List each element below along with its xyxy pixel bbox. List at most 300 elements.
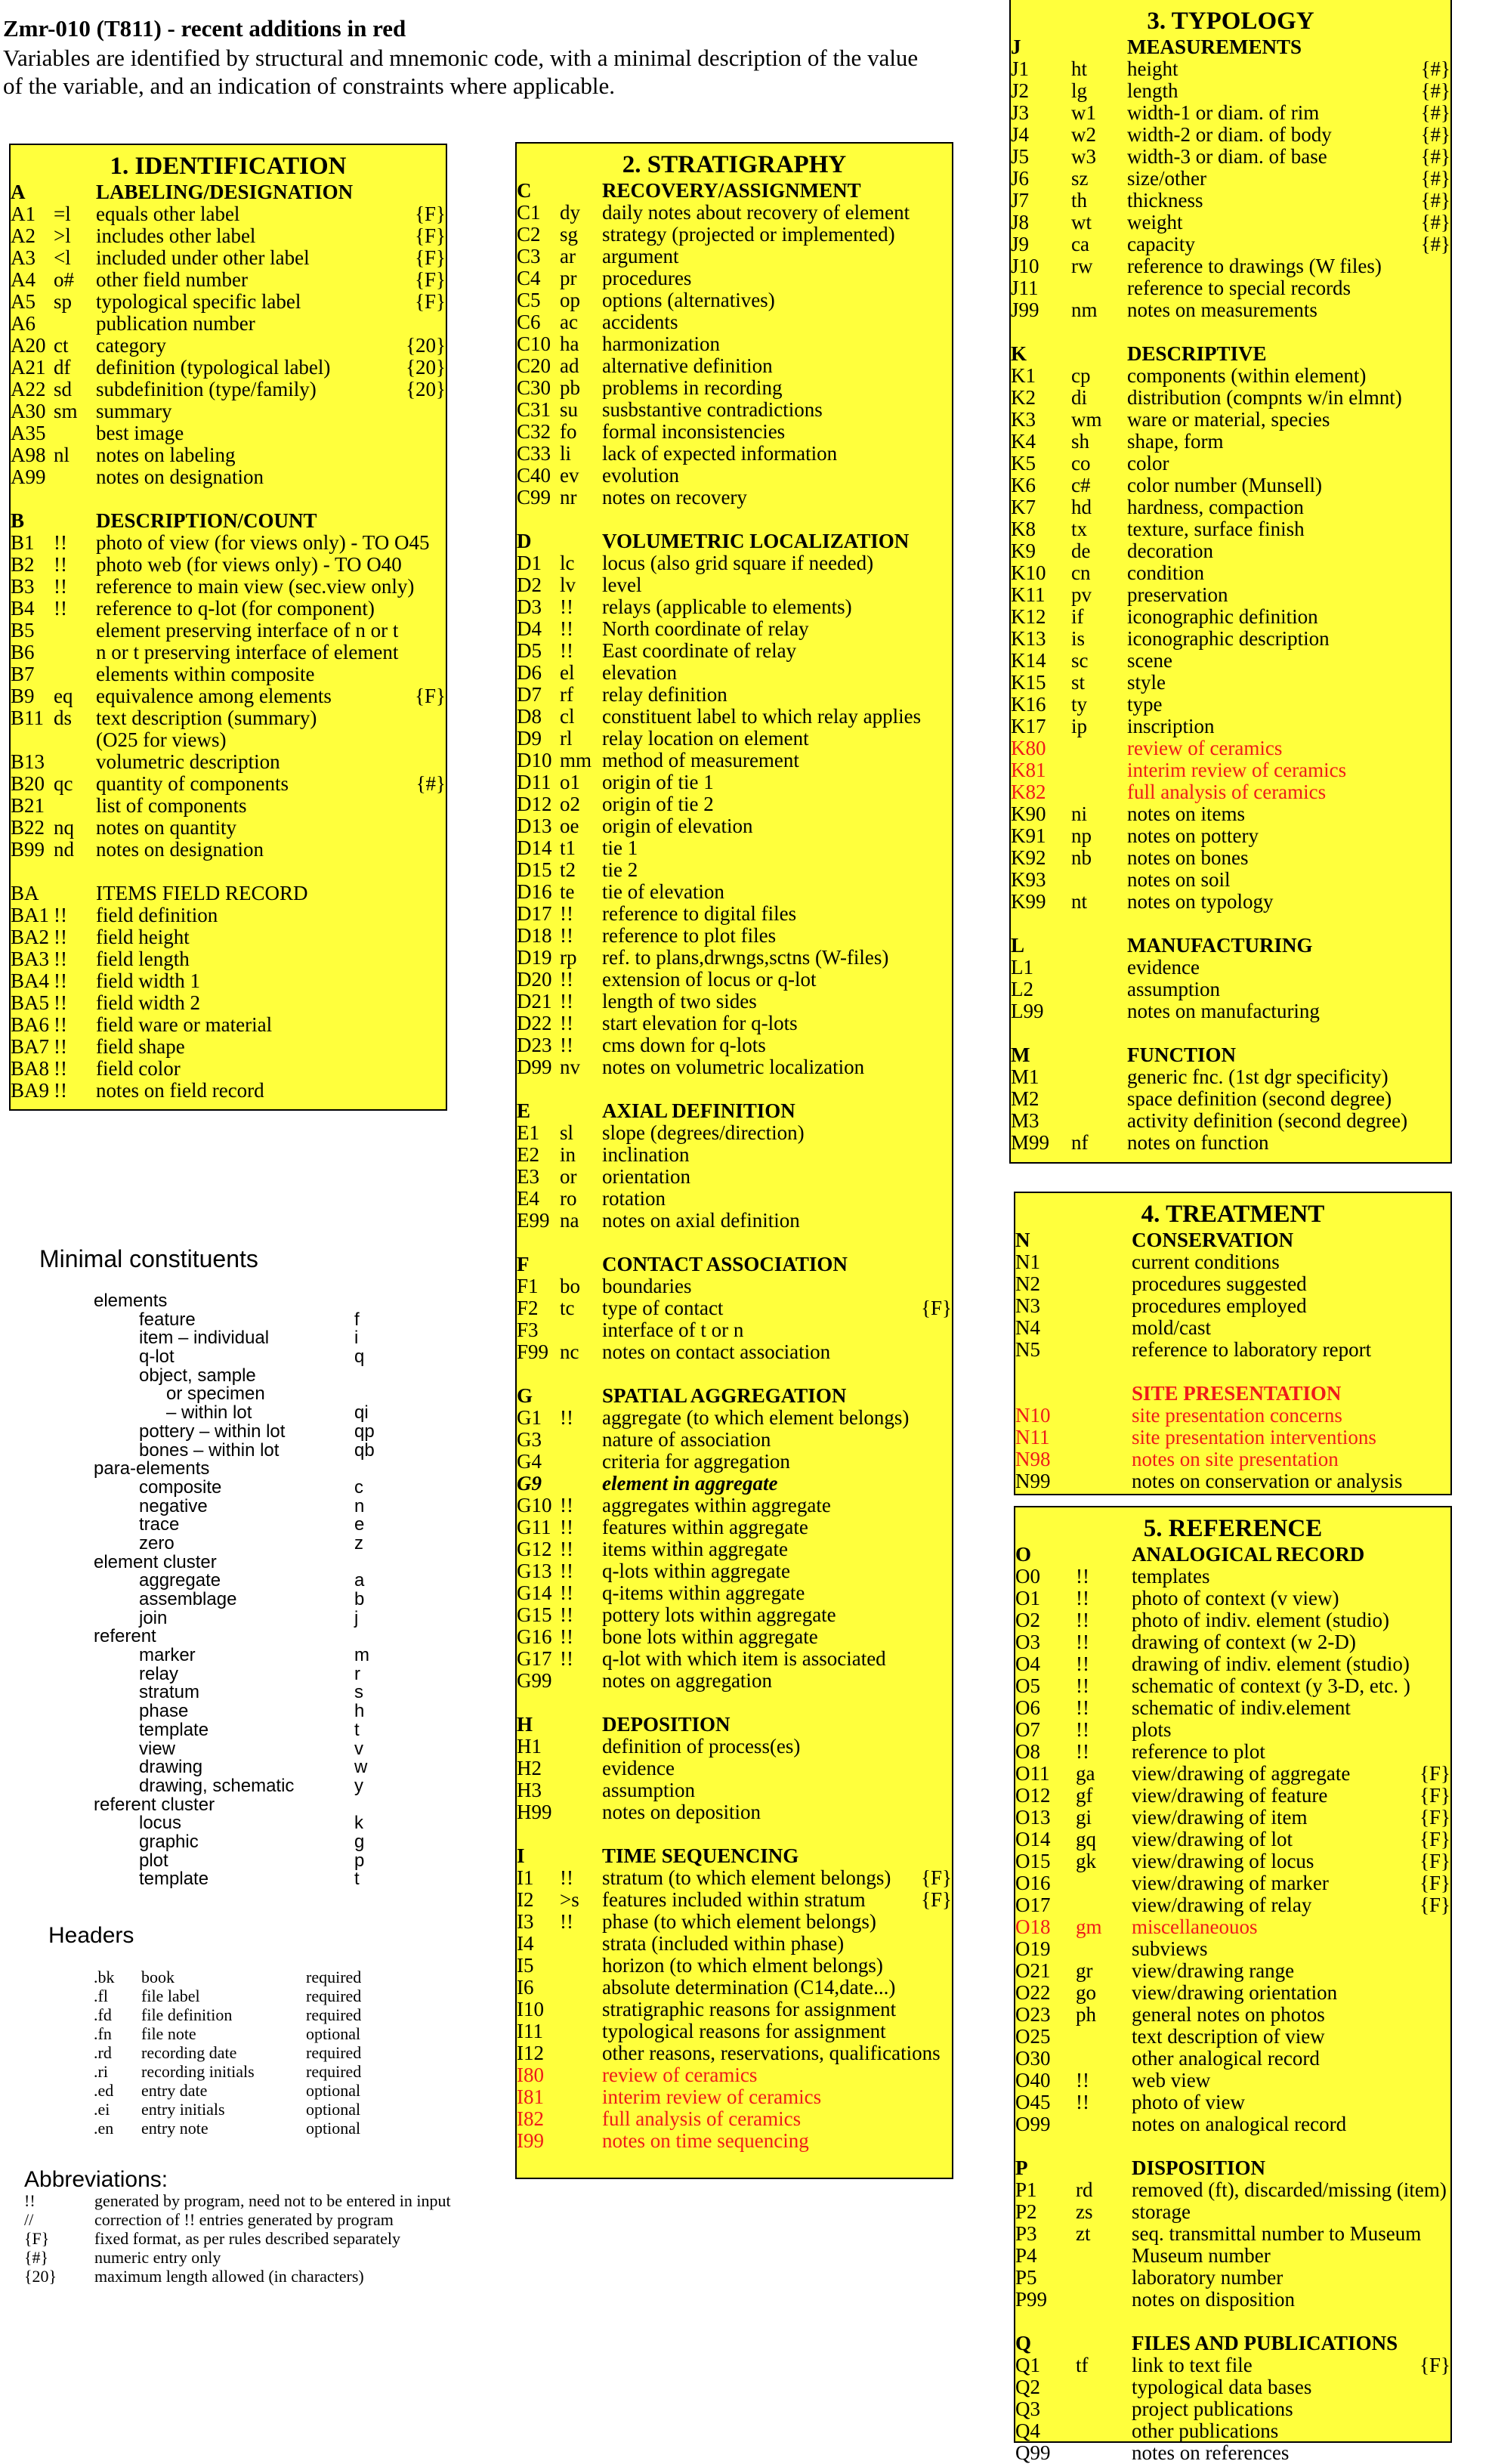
variable-constraint — [907, 1341, 952, 1363]
constituent-row — [94, 1870, 375, 1889]
variable-mnemonic: gr — [1076, 1959, 1093, 1982]
variable-description: photo of indiv. element (studio) — [1132, 1609, 1389, 1631]
variable-mnemonic: !! — [560, 1406, 573, 1429]
variable-mnemonic: rd — [1076, 2178, 1093, 2201]
variable-mnemonic — [560, 1670, 602, 1692]
variable-mnemonic: tc — [560, 1297, 575, 1319]
variable-code: D5 — [517, 639, 542, 662]
variable-description: field shape — [96, 1035, 185, 1058]
variable-code: C32 — [517, 420, 551, 443]
constituent-label: template — [139, 1719, 209, 1740]
stratigraphy-box — [515, 142, 953, 2179]
variable-mnemonic: zt — [1076, 2222, 1091, 2245]
constituent-label: elements — [94, 1291, 168, 1311]
variable-code: I12 — [517, 2042, 544, 2064]
variable-description: assumption — [1127, 978, 1221, 1000]
variable-code: K6 — [1011, 474, 1036, 496]
variable-mnemonic: qc — [54, 772, 73, 795]
variable-code: D10 — [517, 749, 552, 771]
variable-description: width-1 or diam. of rim — [1127, 101, 1320, 124]
variable-mnemonic — [560, 530, 602, 552]
variable-constraint: {F} — [415, 268, 446, 291]
constituent-code: t — [354, 1869, 360, 1890]
variable-description: q-lots within aggregate — [602, 1560, 790, 1582]
variable-description: lack of expected information — [602, 442, 838, 465]
variable-code: J11 — [1011, 277, 1039, 299]
variable-description: view/drawing of lot — [1132, 1828, 1293, 1850]
variable-constraint: {#} — [1420, 57, 1450, 80]
variable-description: width-2 or diam. of body — [1127, 123, 1332, 146]
variable-code: O12 — [1015, 1784, 1051, 1807]
variable-description: evidence — [1127, 956, 1200, 978]
variable-row — [517, 2086, 952, 2108]
variable-row — [517, 1516, 952, 1538]
variable-constraint — [400, 181, 446, 203]
variable-description: origin of tie 1 — [602, 771, 714, 793]
variable-mnemonic — [1071, 781, 1127, 803]
variable-row — [517, 421, 952, 443]
variable-constraint — [1405, 628, 1450, 650]
header-name: file definition — [141, 2005, 233, 2024]
variable-code: J99 — [1011, 298, 1039, 321]
variable-mnemonic — [54, 313, 96, 335]
variable-mnemonic: !! — [560, 639, 573, 662]
variable-description: DESCRIPTION/COUNT — [96, 509, 317, 532]
variable-description: notes on deposition — [602, 1801, 761, 1823]
box-content — [1015, 1544, 1450, 2464]
header-row — [94, 2005, 361, 2024]
constituent-row — [94, 1385, 375, 1404]
variable-constraint: {20} — [406, 356, 446, 379]
variable-constraint — [1405, 606, 1450, 628]
variable-row — [11, 291, 446, 313]
variable-mnemonic: np — [1071, 824, 1092, 847]
variable-constraint — [1405, 1741, 1450, 1763]
variable-constraint — [907, 1582, 952, 1604]
variable-code: Q4 — [1015, 2419, 1040, 2442]
variable-row — [1015, 1785, 1450, 1807]
variable-description: strata (included within phase) — [602, 1932, 845, 1955]
constituent-code: s — [354, 1682, 363, 1703]
constituent-row — [94, 1740, 375, 1759]
variable-code: J — [1011, 36, 1021, 58]
variable-mnemonic: gf — [1076, 1784, 1093, 1807]
variable-code: D3 — [517, 595, 542, 618]
variable-description: field width 2 — [96, 991, 200, 1014]
variable-mnemonic: dy — [560, 201, 580, 224]
variable-row — [1015, 1544, 1450, 1566]
variable-description: field width 1 — [96, 969, 200, 992]
variable-row — [517, 991, 952, 1012]
variable-code: G10 — [517, 1494, 552, 1516]
variable-code: B21 — [11, 794, 45, 817]
variable-description: field definition — [96, 904, 218, 926]
variable-mnemonic: rl — [560, 727, 573, 750]
variable-constraint — [1405, 277, 1450, 299]
variable-constraint — [907, 1911, 952, 1933]
variable-row — [1011, 212, 1450, 233]
minimal-constituents-title: Minimal constituents — [39, 1245, 258, 1272]
variable-row — [517, 1801, 952, 1823]
variable-mnemonic: !! — [1076, 2069, 1089, 2091]
variable-constraint — [1407, 1110, 1453, 1132]
variable-description: view/drawing of marker — [1132, 1872, 1329, 1894]
variable-description: notes on quantity — [96, 816, 236, 839]
variable-constraint: {F} — [415, 685, 446, 707]
variable-code: C3 — [517, 245, 541, 267]
variable-mnemonic — [54, 642, 96, 663]
variable-row — [517, 1056, 952, 1078]
constituent-label: referent cluster — [94, 1794, 215, 1815]
variable-mnemonic: rf — [560, 683, 573, 706]
variable-mnemonic — [1076, 1427, 1132, 1448]
variable-mnemonic: lg — [1071, 79, 1088, 102]
variable-constraint — [907, 815, 952, 837]
variable-code: I80 — [517, 2064, 544, 2086]
variable-constraint — [1405, 2026, 1450, 2048]
variable-row — [1015, 1894, 1450, 1916]
header-status: required — [306, 2062, 362, 2081]
variable-description: notes on function — [1127, 1131, 1269, 1154]
variable-code: E99 — [517, 1209, 550, 1232]
variable-row — [1015, 2289, 1450, 2311]
variable-constraint — [907, 1429, 952, 1451]
variable-description: link to text file — [1132, 2354, 1253, 2376]
variable-mnemonic: wt — [1071, 211, 1092, 233]
variable-code: A4 — [11, 268, 36, 291]
variable-row — [517, 771, 952, 793]
variable-row — [517, 1495, 952, 1516]
variable-constraint — [400, 620, 446, 642]
variable-description: type — [1127, 693, 1163, 716]
constituent-code: e — [354, 1514, 365, 1535]
variable-row — [1015, 2048, 1450, 2070]
variable-row — [1015, 1741, 1450, 1763]
variable-constraint: {#} — [1420, 145, 1450, 168]
variable-code: C20 — [517, 354, 551, 377]
variable-constraint: {F} — [1419, 2354, 1450, 2376]
variable-description: preservation — [1127, 583, 1228, 606]
constituent-code: g — [354, 1831, 365, 1852]
variable-code: J4 — [1011, 123, 1030, 146]
constituent-row — [94, 1665, 375, 1684]
variable-code: O14 — [1015, 1828, 1051, 1850]
variable-constraint — [400, 926, 446, 948]
variable-code: Q3 — [1015, 2398, 1040, 2420]
variable-description: plots — [1132, 1718, 1172, 1741]
variable-mnemonic: sl — [560, 1121, 574, 1144]
variable-mnemonic: co — [1071, 452, 1091, 475]
variable-row — [517, 289, 952, 311]
variable-description: VOLUMETRIC LOCALIZATION — [602, 530, 910, 552]
constituent-code: h — [354, 1701, 365, 1722]
variable-row — [517, 750, 952, 771]
variable-row — [1011, 233, 1450, 255]
variable-row — [1015, 1719, 1450, 1741]
variable-description: reference to plot files — [602, 924, 777, 947]
variable-mnemonic: na — [560, 1209, 579, 1232]
variable-row — [1015, 2267, 1450, 2289]
constituent-row — [94, 1495, 375, 1516]
variable-constraint — [1405, 1427, 1450, 1448]
variable-row — [517, 640, 952, 662]
variable-row — [11, 970, 446, 992]
variable-description: q-lot with which item is associated — [602, 1647, 886, 1670]
variable-constraint — [1405, 2245, 1450, 2267]
variable-constraint — [1405, 1044, 1450, 1066]
constituent-label: composite — [139, 1476, 222, 1498]
constituent-row — [94, 1551, 375, 1572]
variable-description: removed (ft), discarded/missing (item) — [1132, 2178, 1447, 2201]
variable-description: aggregates within aggregate — [602, 1494, 831, 1516]
variable-description: accidents — [602, 311, 678, 333]
constituent-label: phase — [139, 1701, 189, 1722]
variable-row — [1015, 2157, 1450, 2179]
constituent-row — [94, 1476, 375, 1498]
variable-mnemonic: !! — [1076, 1631, 1089, 1653]
box-title: 1. IDENTIFICATION — [110, 153, 347, 180]
variable-constraint — [400, 1080, 446, 1102]
variable-code: D8 — [517, 705, 542, 728]
variable-row — [517, 1845, 952, 1867]
variable-mnemonic: !! — [560, 617, 573, 640]
variable-description: element in aggregate — [602, 1472, 778, 1495]
variable-constraint — [1405, 1273, 1450, 1295]
variable-row — [1015, 1653, 1450, 1675]
variable-constraint — [1405, 672, 1450, 694]
variable-description: laboratory number — [1132, 2266, 1283, 2289]
variable-constraint — [1405, 562, 1450, 584]
variable-constraint — [907, 1254, 952, 1275]
variable-row — [517, 815, 952, 837]
variable-constraint — [907, 947, 952, 969]
box-title: 3. TYPOLOGY — [1147, 8, 1314, 35]
variable-description: iconographic definition — [1127, 605, 1318, 628]
variable-constraint: {#} — [1420, 167, 1450, 190]
variable-description: RECOVERY/ASSIGNMENT — [602, 179, 861, 202]
variable-row — [517, 1144, 952, 1166]
variable-constraint — [907, 443, 952, 465]
variable-description: other analogical record — [1132, 2047, 1320, 2070]
variable-row — [517, 355, 952, 377]
variable-constraint — [907, 837, 952, 859]
variable-constraint — [1405, 2398, 1450, 2420]
variable-mnemonic: te — [560, 880, 575, 903]
variable-row — [1015, 1566, 1450, 1588]
variable-constraint — [400, 444, 446, 466]
variable-code: O17 — [1015, 1894, 1051, 1916]
variable-code: K93 — [1011, 868, 1046, 891]
header-row — [94, 1986, 361, 2005]
abbreviation-meaning: fixed format, as per rules described separately — [94, 2229, 400, 2248]
variable-row — [517, 202, 952, 224]
abbreviation-row — [24, 2229, 451, 2248]
variable-code: D21 — [517, 990, 552, 1012]
variable-description: view/drawing orientation — [1132, 1981, 1338, 2004]
variable-row — [517, 2108, 952, 2130]
variable-mnemonic — [560, 1714, 602, 1736]
variable-description: schematic of context (y 3-D, etc. ) — [1132, 1674, 1410, 1697]
variable-mnemonic — [560, 1319, 602, 1341]
variable-row — [1011, 781, 1450, 803]
variable-description: argument — [602, 245, 679, 267]
variable-mnemonic — [560, 2130, 602, 2152]
variable-row — [1011, 146, 1450, 168]
variable-code: I82 — [517, 2107, 544, 2130]
variable-code: G12 — [517, 1538, 552, 1560]
variable-code: G1 — [517, 1406, 542, 1429]
variable-code: D9 — [517, 727, 542, 750]
variable-row — [1015, 2201, 1450, 2223]
variable-mnemonic: !! — [1076, 1609, 1089, 1631]
variable-constraint — [907, 1385, 952, 1407]
variable-row — [11, 379, 446, 400]
variable-description: view/drawing of locus — [1132, 1850, 1314, 1872]
constituent-label: aggregate — [139, 1570, 221, 1591]
variable-row — [1015, 1295, 1450, 1317]
variable-code: O8 — [1015, 1740, 1040, 1763]
header-status: required — [306, 2043, 362, 2062]
variable-code: BA — [11, 882, 39, 904]
variable-mnemonic: !! — [1076, 1740, 1089, 1763]
variable-constraint — [907, 1166, 952, 1188]
variable-row — [1011, 935, 1450, 957]
variable-row — [11, 510, 446, 532]
variable-code: C4 — [517, 267, 541, 289]
variable-constraint — [1405, 1000, 1450, 1022]
header-code: .rd — [94, 2043, 112, 2062]
variable-description: size/other — [1127, 167, 1206, 190]
variable-row — [517, 728, 952, 750]
variable-row — [517, 2130, 952, 2152]
variable-code: P4 — [1015, 2244, 1037, 2267]
variable-row — [11, 992, 446, 1014]
variable-description: typological specific label — [96, 290, 301, 313]
variable-row — [517, 1166, 952, 1188]
variable-mnemonic — [1076, 2157, 1132, 2179]
variable-mnemonic: !! — [560, 968, 573, 991]
variable-constraint — [400, 839, 446, 861]
variable-description: procedures employed — [1132, 1294, 1307, 1317]
variable-description: notes on pottery — [1127, 824, 1259, 847]
variable-row — [11, 773, 446, 795]
constituent-row — [94, 1439, 375, 1461]
variable-mnemonic — [1076, 2245, 1132, 2267]
variable-description: features included within stratum — [602, 1888, 866, 1911]
variable-mnemonic: !! — [54, 1079, 67, 1102]
variable-row — [1011, 716, 1450, 737]
variable-row — [517, 224, 952, 246]
variable-mnemonic: cn — [1071, 561, 1091, 584]
variable-row — [11, 313, 446, 335]
variable-constraint — [400, 970, 446, 992]
variable-mnemonic: fo — [560, 420, 577, 443]
variable-mnemonic: o2 — [560, 793, 580, 815]
constituent-label: drawing — [139, 1757, 203, 1778]
variable-row — [517, 1012, 952, 1034]
variable-mnemonic: !! — [560, 1581, 573, 1604]
variable-description: category — [96, 334, 166, 357]
variable-description: absolute determination (C14,date...) — [602, 1976, 896, 1999]
variable-code: I99 — [517, 2129, 544, 2152]
variable-description: templates — [1132, 1565, 1210, 1588]
variable-mnemonic — [1071, 935, 1127, 957]
variable-constraint — [907, 333, 952, 355]
variable-row — [11, 817, 446, 839]
variable-mnemonic: w1 — [1071, 101, 1096, 124]
variable-description: drawing of context (w 2-D) — [1132, 1631, 1356, 1653]
variable-constraint — [907, 377, 952, 399]
variable-constraint — [907, 728, 952, 750]
variable-code: N2 — [1015, 1272, 1040, 1295]
variable-constraint — [1405, 1544, 1450, 1566]
variable-constraint — [1405, 803, 1450, 825]
variable-constraint — [1405, 847, 1450, 869]
variable-code: O30 — [1015, 2047, 1051, 2070]
variable-row — [11, 357, 446, 379]
variable-row — [1011, 825, 1450, 847]
variable-code: C2 — [517, 223, 541, 246]
variable-code: K2 — [1011, 386, 1036, 409]
variable-mnemonic — [560, 1801, 602, 1823]
variable-description: TIME SEQUENCING — [602, 1844, 799, 1867]
variable-description: volumetric description — [96, 750, 280, 773]
constituent-label: stratum — [139, 1682, 200, 1703]
variable-code: O19 — [1015, 1937, 1051, 1960]
variable-constraint — [907, 859, 952, 881]
variable-mnemonic — [560, 180, 602, 202]
variable-constraint — [1405, 431, 1450, 453]
constituent-row — [94, 1796, 375, 1815]
variable-mnemonic — [560, 1473, 602, 1495]
variable-description: storage — [1132, 2200, 1191, 2223]
variable-description: decoration — [1127, 539, 1213, 562]
variable-description: texture, surface finish — [1127, 518, 1305, 540]
variable-row — [517, 487, 952, 509]
variable-description: features within aggregate — [602, 1516, 808, 1538]
variable-row — [1011, 759, 1450, 781]
header-code: .fn — [94, 2024, 112, 2043]
variable-code: A21 — [11, 356, 46, 379]
header-row — [94, 2024, 361, 2043]
variable-row — [1015, 1982, 1450, 2004]
variable-description: notes on conservation or analysis — [1132, 1470, 1403, 1492]
variable-row — [517, 1210, 952, 1232]
variable-code: I1 — [517, 1866, 534, 1889]
variable-mnemonic — [1076, 1894, 1132, 1916]
variable-mnemonic — [1076, 2026, 1132, 2048]
variable-row — [1011, 672, 1450, 694]
constituent-label: zero — [139, 1532, 175, 1554]
variable-row — [517, 1297, 952, 1319]
variable-row — [1011, 650, 1450, 672]
variable-row — [517, 1889, 952, 1911]
variable-description: DESCRIPTIVE — [1127, 342, 1267, 365]
variable-code: D17 — [517, 902, 552, 925]
variable-description: ware or material, species — [1127, 408, 1330, 431]
variable-row — [1011, 58, 1450, 80]
variable-constraint — [907, 1801, 952, 1823]
variable-code: D23 — [517, 1034, 552, 1056]
variable-constraint — [907, 2086, 952, 2108]
variable-mnemonic — [1076, 1448, 1132, 1470]
variable-mnemonic: !! — [54, 553, 67, 576]
variable-description: items within aggregate — [602, 1538, 788, 1560]
variable-row — [11, 576, 446, 598]
variable-code: C99 — [517, 486, 551, 509]
variable-constraint — [907, 684, 952, 706]
variable-row — [1011, 518, 1450, 540]
